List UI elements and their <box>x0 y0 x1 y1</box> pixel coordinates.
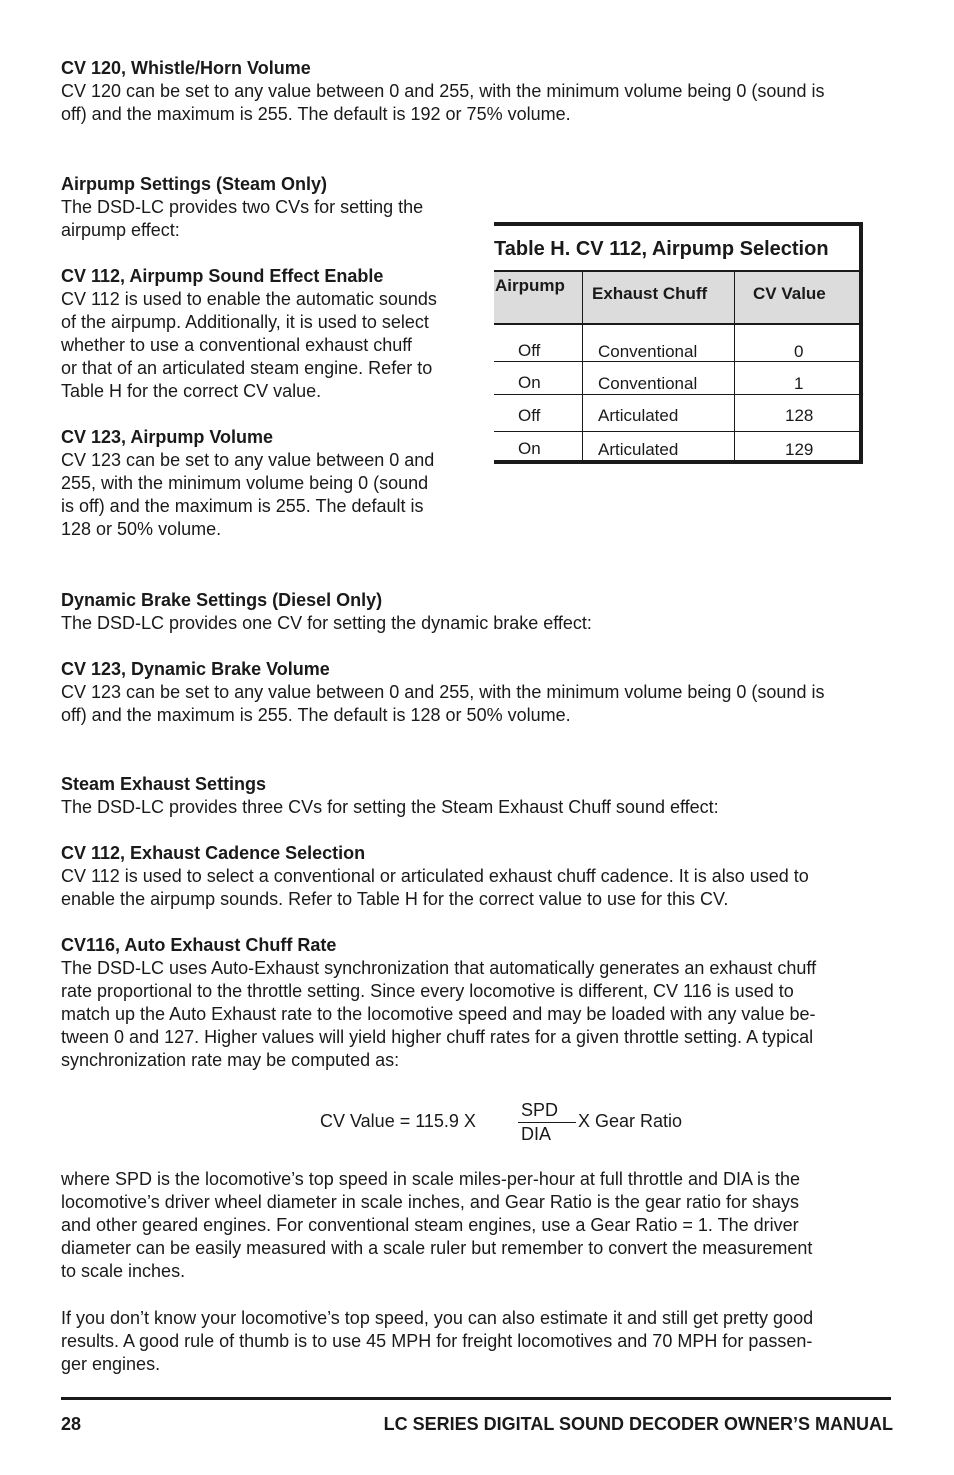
formula-right: X Gear Ratio <box>578 1111 683 1131</box>
table-cell-cv: 128 <box>785 406 814 425</box>
airpump-heading: Airpump Settings (Steam Only) <box>61 174 328 194</box>
table-header-cv-value: CV Value <box>753 284 826 303</box>
airpump-intro-line: The DSD-LC provides two CVs for setting the <box>61 197 424 217</box>
page-number: 28 <box>61 1414 82 1434</box>
cv120-section <box>61 57 891 126</box>
table-divider <box>734 270 735 464</box>
airpump-cv123-line: is off) and the maximum is 255. The default is <box>61 496 424 516</box>
table-header-exhaust-chuff: Exhaust Chuff <box>592 284 708 303</box>
steam-cv116-line: synchronization rate may be computed as: <box>61 1050 400 1070</box>
airpump-selection-table <box>494 222 863 464</box>
steam-cv112-line: CV 112 is used to select a conventional or articulated exhaust chuff cadence. It is also used to <box>61 866 809 886</box>
table-cell-airpump: On <box>518 439 541 458</box>
dynamic-cv123-line: CV 123 can be set to any value between 0 and 255, with the minimum volume being 0 (sound is <box>61 682 825 702</box>
table-header-airpump: Airpump <box>495 276 565 295</box>
formula-numerator: SPD <box>521 1100 559 1120</box>
airpump-cv123-heading: CV 123, Airpump Volume <box>61 427 274 447</box>
dynamic-cv123-line: off) and the maximum is 255. The default is 128 or 50% volume. <box>61 705 571 725</box>
dynamic-intro: The DSD-LC provides one CV for setting the dynamic brake effect: <box>61 613 592 633</box>
cv120-text-line: off) and the maximum is 255. The default is 192 or 75% volume. <box>61 104 571 124</box>
steam-heading: Steam Exhaust Settings <box>61 774 267 794</box>
table-header-row <box>494 270 859 325</box>
airpump-cv112-line: Table H for the correct CV value. <box>61 381 322 401</box>
table-cell-exhaust: Articulated <box>598 406 679 425</box>
table-divider <box>582 270 583 464</box>
airpump-cv112-line: CV 112 is used to enable the automatic sounds <box>61 289 437 309</box>
table-divider <box>494 431 859 432</box>
where-line: to scale inches. <box>61 1261 186 1281</box>
table-cell-exhaust: Conventional <box>598 374 698 393</box>
footer-rule <box>61 1397 891 1400</box>
steam-cv116-line: rate proportional to the throttle setting. Since every locomotive is different, CV 116 is used to <box>61 981 794 1001</box>
airpump-section <box>61 173 471 541</box>
where-line: locomotive’s driver wheel diameter in scale inches, and Gear Ratio is the gear ratio for shays <box>61 1192 800 1212</box>
cv120-heading: CV 120, Whistle/Horn Volume <box>61 58 311 78</box>
table-cell-airpump: Off <box>518 341 541 360</box>
airpump-cv112-line: whether to use a conventional exhaust chuff <box>61 335 412 355</box>
chuff-rate-formula <box>320 1097 720 1147</box>
estimate-line: ger engines. <box>61 1354 161 1374</box>
airpump-cv112-line: of the airpump. Additionally, it is used to select <box>61 312 429 332</box>
table-title: Table H. CV 112, Airpump Selection <box>494 238 829 260</box>
steam-cv112-heading: CV 112, Exhaust Cadence Selection <box>61 843 366 863</box>
steam-exhaust-section <box>61 773 891 1072</box>
manual-title: LC SERIES DIGITAL SOUND DECODER OWNER’S MANUAL <box>383 1414 893 1434</box>
table-cell-exhaust: Conventional <box>598 342 698 361</box>
cv120-text-line: CV 120 can be set to any value between 0 and 255, with the minimum volume being 0 (sound is <box>61 81 825 101</box>
dynamic-heading: Dynamic Brake Settings (Diesel Only) <box>61 590 383 610</box>
airpump-cv123-line: 128 or 50% volume. <box>61 519 222 539</box>
airpump-cv123-line: CV 123 can be set to any value between 0 and <box>61 450 435 470</box>
steam-cv116-heading: CV116, Auto Exhaust Chuff Rate <box>61 935 337 955</box>
airpump-intro-line: airpump effect: <box>61 220 180 240</box>
where-line: diameter can be easily measured with a scale ruler but remember to convert the measurement <box>61 1238 813 1258</box>
formula-denominator: DIA <box>521 1124 552 1144</box>
dynamic-cv123-heading: CV 123, Dynamic Brake Volume <box>61 659 330 679</box>
table-cell-exhaust: Articulated <box>598 440 679 459</box>
steam-cv116-line: The DSD-LC uses Auto-Exhaust synchronization that automatically generates an exhaust chuff <box>61 958 817 978</box>
where-line: and other geared engines. For conventional steam engines, use a Gear Ratio = 1. The driver <box>61 1215 799 1235</box>
table-cell-airpump: On <box>518 373 541 392</box>
estimate-paragraph <box>61 1307 891 1376</box>
estimate-line: results. A good rule of thumb is to use 45 MPH for freight locomotives and 70 MPH for passen- <box>61 1331 813 1351</box>
dynamic-brake-section <box>61 589 891 727</box>
steam-cv116-line: match up the Auto Exhaust rate to the locomotive speed and may be loaded with any value be- <box>61 1004 816 1024</box>
table-cell-airpump: Off <box>518 406 541 425</box>
table-cell-cv: 1 <box>794 374 804 393</box>
steam-cv116-line: tween 0 and 127. Higher values will yield higher chuff rates for a given throttle setting. A typical <box>61 1027 814 1047</box>
table-cell-cv: 129 <box>785 440 814 459</box>
formula-left: CV Value = 115.9 X <box>320 1111 476 1131</box>
steam-cv112-line: enable the airpump sounds. Refer to Table H for the correct value to use for this CV. <box>61 889 729 909</box>
airpump-cv123-line: 255, with the minimum volume being 0 (sound <box>61 473 429 493</box>
estimate-line: If you don’t know your locomotive’s top speed, you can also estimate it and still get pretty good <box>61 1308 814 1328</box>
table-cell-cv: 0 <box>794 342 804 361</box>
airpump-cv112-heading: CV 112, Airpump Sound Effect Enable <box>61 266 384 286</box>
where-line: where SPD is the locomotive’s top speed in scale miles-per-hour at full throttle and DIA is the <box>61 1169 801 1189</box>
where-paragraph <box>61 1168 891 1283</box>
steam-intro: The DSD-LC provides three CVs for setting the Steam Exhaust Chuff sound effect: <box>61 797 719 817</box>
airpump-cv112-line: or that of an articulated steam engine. Refer to <box>61 358 433 378</box>
